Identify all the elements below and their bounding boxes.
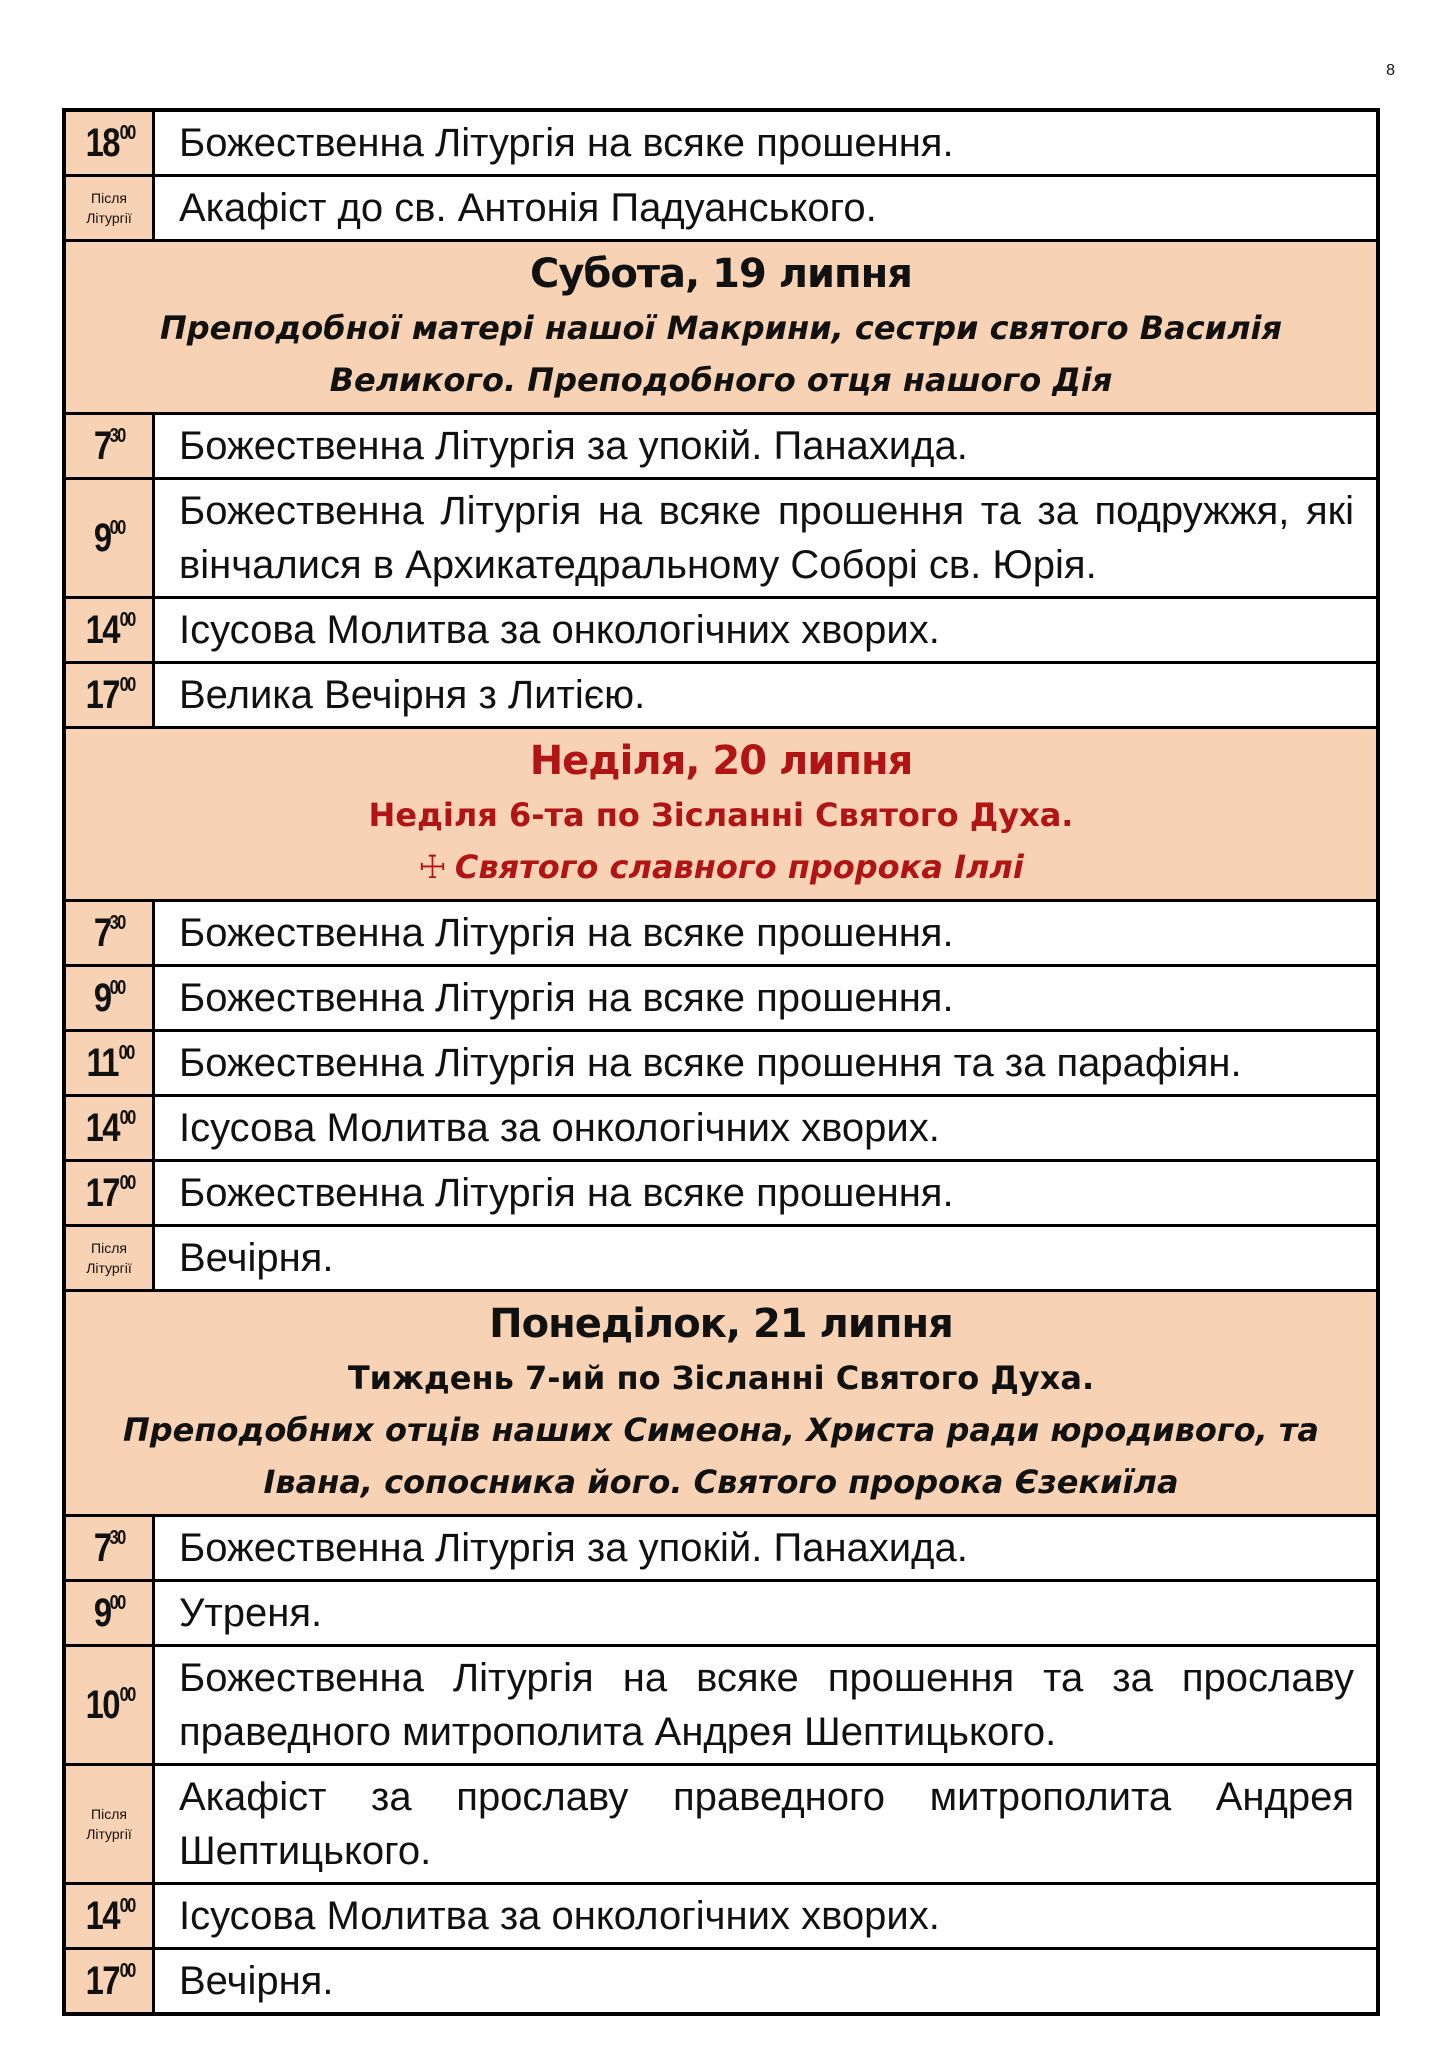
schedule-row [64,110,1378,176]
schedule-row [64,176,1378,241]
event-text: Божественна Літургія на всяке прошення. [154,966,1379,1031]
time-hour: 17 [85,1170,119,1215]
event-text: Ісусова Молитва за онкологічних хворих. [154,598,1379,663]
schedule-row [64,1031,1378,1096]
time-cell [64,1161,154,1226]
time-minutes: 30 [109,911,125,934]
event-text: Ісусова Молитва за онкологічних хворих. [154,1884,1379,1949]
time-cell [64,479,154,598]
time-cell [64,1765,154,1884]
day-feast-line: Преподобної матері нашої Макрини, сестри святого Василія [159,309,1283,347]
event-text: Утреня. [154,1581,1379,1646]
schedule-row [64,1516,1378,1581]
time-minutes: 00 [119,1683,135,1706]
time-cell [64,1031,154,1096]
time-cell [64,1226,154,1291]
time-hour: 7 [93,1525,111,1570]
after-label: Літургії [86,1826,132,1842]
time-minutes: 00 [119,1106,135,1129]
event-text: Божественна Літургія на всяке прошення. [154,110,1379,176]
day-feast-line [78,841,1364,893]
time-cell [64,1581,154,1646]
time-hour: 11 [86,1040,118,1085]
day-header-row [64,728,1378,901]
time-minutes: 00 [109,976,125,999]
time-minutes: 00 [119,1894,135,1917]
time-minutes: 00 [118,1041,134,1064]
day-feast-line: Преподобних отців наших Симеона, Христа ради юродивого, та [122,1411,1319,1449]
schedule-row [64,663,1378,728]
event-text: Велика Вечірня з Литією. [154,663,1379,728]
time-cell [64,176,154,241]
time-hour: 14 [85,1893,119,1938]
day-sunday-line: Неділя 6-та по Зісланні Святого Духа. [368,796,1074,834]
time-hour: 14 [85,607,119,652]
day-feast-line: Великого. Преподобного отця нашого Дія [329,361,1113,399]
time-minutes: 00 [119,1171,135,1194]
time-cell [64,663,154,728]
schedule-row [64,414,1378,479]
time-hour: 9 [93,515,111,560]
page-number: 8 [1386,62,1395,79]
event-text: Божественна Літургія за упокій. Панахида. [154,414,1379,479]
after-label: Після [91,190,127,206]
schedule-row [64,1161,1378,1226]
time-cell [64,414,154,479]
day-feast-text: Святого славного пророка Іллі [454,848,1024,886]
schedule-row [64,1226,1378,1291]
day-header [64,728,1378,901]
event-text: Вечірня. [154,1949,1379,2015]
after-label: Літургії [86,210,132,226]
day-header [64,241,1378,414]
schedule-row [64,1884,1378,1949]
event-text: Божественна Літургія на всяке прошення та за парафіян. [154,1031,1379,1096]
schedule-row [64,1765,1378,1884]
time-hour: 9 [93,975,111,1020]
day-header [64,1291,1378,1516]
after-label: Літургії [86,1260,132,1276]
time-minutes: 00 [109,516,125,539]
day-title: Неділя, 20 липня [529,738,913,784]
day-week-line: Тиждень 7-ий по Зісланні Святого Духа. [347,1359,1095,1397]
day-title: Понеділок, 21 липня [489,1301,953,1347]
time-minutes: 30 [109,1526,125,1549]
time-hour: 10 [85,1682,119,1727]
time-cell [64,901,154,966]
day-header-row [64,1291,1378,1516]
time-cell [64,598,154,663]
time-hour: 17 [85,1958,119,2003]
event-text: Божественна Літургія на всяке прошення та за прославу праведного митрополита Андрея Шептицького. [154,1646,1379,1765]
event-text: Божественна Літургія на всяке прошення. [154,901,1379,966]
event-text: Акафіст до св. Антонія Падуанського. [154,176,1379,241]
time-minutes: 00 [119,608,135,631]
time-minutes: 00 [119,673,135,696]
time-minutes: 30 [109,424,125,447]
service-schedule-table [62,108,1380,2016]
time-minutes: 00 [119,121,135,144]
event-text: Божественна Літургія за упокій. Панахида. [154,1516,1379,1581]
schedule-row [64,966,1378,1031]
schedule-row [64,901,1378,966]
time-minutes: 00 [119,1959,135,1982]
day-header-row [64,241,1378,414]
schedule-row [64,1949,1378,2015]
schedule-row [64,1581,1378,1646]
event-text: Вечірня. [154,1226,1379,1291]
time-hour: 9 [93,1590,111,1635]
event-text: Божественна Літургія на всяке прошення та за подружжя, які вінчалися в Архикатедральному Соборі св. Юрія. [154,479,1379,598]
event-text: Ісусова Молитва за онкологічних хворих. [154,1096,1379,1161]
time-cell [64,1096,154,1161]
day-title: Субота, 19 липня [529,251,912,297]
time-cell [64,1516,154,1581]
time-cell [64,1646,154,1765]
after-label: Після [91,1806,127,1822]
time-hour: 18 [85,120,119,165]
time-hour: 14 [85,1105,119,1150]
event-text: Божественна Літургія на всяке прошення. [154,1161,1379,1226]
schedule-row [64,479,1378,598]
schedule-row [64,598,1378,663]
time-hour: 17 [85,672,119,717]
time-minutes: 00 [109,1591,125,1614]
schedule-row [64,1096,1378,1161]
time-cell [64,110,154,176]
time-cell [64,1884,154,1949]
after-label: Після [91,1240,127,1256]
day-feast-line: Івана, сопосника його. Святого пророка Єзекиїла [263,1463,1179,1501]
time-hour: 7 [93,910,111,955]
time-cell [64,1949,154,2015]
time-cell [64,966,154,1031]
time-hour: 7 [93,423,111,468]
event-text: Акафіст за прославу праведного митрополита Андрея Шептицького. [154,1765,1379,1884]
cross-icon: ☩ [418,848,447,886]
schedule-row [64,1646,1378,1765]
